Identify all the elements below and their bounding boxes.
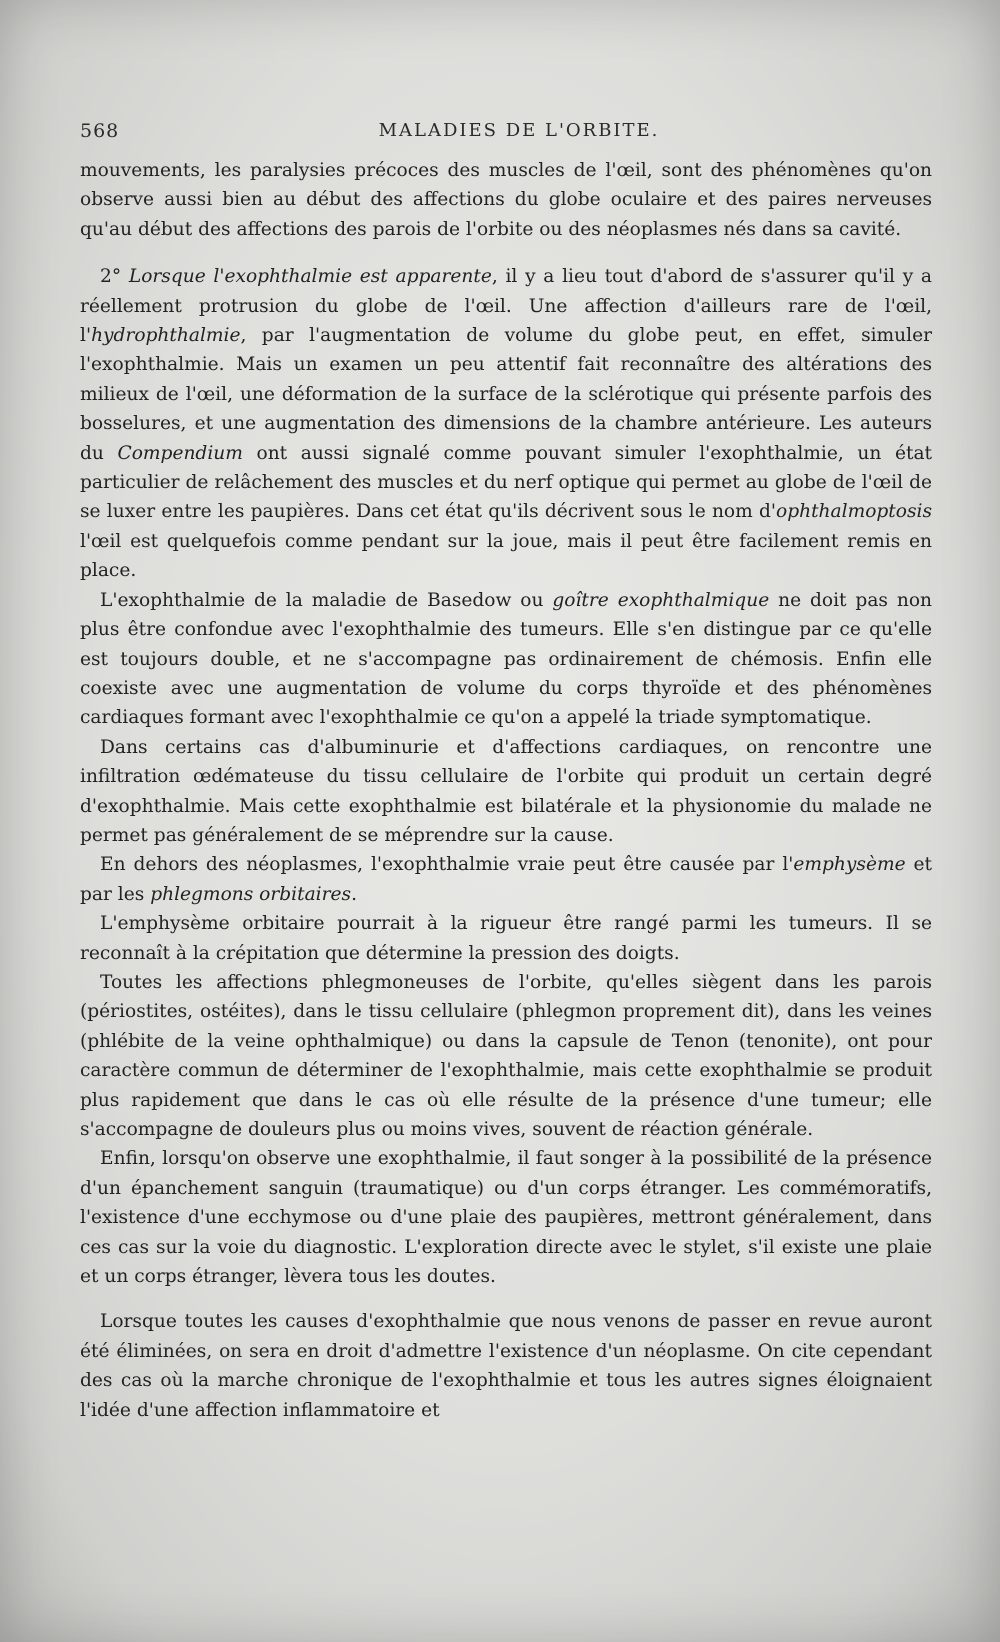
text-run: ont aussi signalé comme pouvant simuler l'exophthalmie, un état particulier de relâchement des muscles et du nerf optique qui permet au globe de l'œil de se luxer entre les paupières. Dans cet état qu'ils décrivent sous le nom d' bbox=[80, 442, 932, 523]
text-run: Enfin, lorsqu'on observe une exophthalmie, il faut songer à la possibilité de la présence d'un épanchement sanguin (traumatique) ou d'un corps étranger. Les commémoratifs, l'existence d'une ecchymose ou d'une plaie des paupières, mettront généralement, dans ces cas sur la voie du diagnostic. L'exploration directe avec le stylet, s'il existe une plaie et un corps étranger, lèvera tous les doutes. bbox=[80, 1148, 932, 1288]
paragraph bbox=[80, 1307, 932, 1425]
italic-term: goître exophthalmique bbox=[552, 589, 770, 611]
text-run: Dans certains cas d'albuminurie et d'affections cardiaques, on rencontre une infiltration œdémateuse du tissu cellulaire de l'orbite qui produit un certain degré d'exophthalmie. Mais cette exophthalmie est bilatérale et la physionomie du malade ne permet pas généralement de se méprendre sur la cause. bbox=[80, 736, 932, 846]
text-run: Lorsque toutes les causes d'exophthalmie que nous venons de passer en revue auront été éliminées, on sera en droit d'admettre l'existence d'un néoplasme. On cite cependant des cas où la marche chronique de l'exophthalmie et tous les autres signes éloignaient l'idée d'une affection inflammatoire et bbox=[80, 1311, 932, 1421]
paragraph bbox=[80, 909, 932, 968]
paragraph bbox=[80, 262, 932, 585]
text-run: Toutes les affections phlegmoneuses de l'orbite, qu'elles siègent dans les parois (périostites, ostéites), dans le tissu cellulaire (phlegmon proprement dit), dans les veines (phlébite de la veine ophthalmique) ou dans la capsule de Tenon (tenonite), ont pour caractère commun de déterminer de l'exophthalmie, mais cette exophthalmie se produit plus rapidement que dans le cas où elle résulte de la présence d'une tumeur; elle s'accompagne de douleurs plus ou moins vives, souvent de réaction générale. bbox=[80, 971, 932, 1140]
text-run: l'œil est quelquefois comme pendant sur la joue, mais il peut être facilement remis en place. bbox=[80, 530, 932, 582]
italic-term: phlegmons orbitaires bbox=[150, 883, 352, 905]
paragraph bbox=[80, 156, 932, 244]
text-run: L'exophthalmie de la maladie de Basedow ou bbox=[100, 589, 553, 611]
italic-term: emphysème bbox=[793, 854, 906, 876]
page-header bbox=[80, 120, 928, 146]
paragraph bbox=[80, 850, 932, 909]
italic-term: Compendium bbox=[117, 442, 243, 464]
italic-term: hydrophthalmie bbox=[91, 325, 241, 347]
italic-term: ophthalmoptosis bbox=[776, 501, 932, 523]
page-number: 568 bbox=[80, 120, 120, 142]
paragraph bbox=[80, 1144, 932, 1291]
italic-term: Lorsque l'exophthalmie est apparente bbox=[128, 266, 492, 288]
running-title: MALADIES DE L'ORBITE. bbox=[378, 120, 660, 141]
paragraph bbox=[80, 968, 932, 1144]
text-run: , il y a lieu tout d'abord de s'assurer qu'il y a réellement protrusion du globe de l'œil. Une affection d'ailleurs rare de l'œil, l' bbox=[80, 266, 932, 347]
text-run: L'emphysème orbitaire pourrait à la rigueur être rangé parmi les tumeurs. Il se reconnaît à la crépitation que détermine la pression des doigts. bbox=[80, 913, 932, 964]
paragraph bbox=[80, 586, 932, 733]
text-run: 2° bbox=[100, 266, 129, 288]
paragraph bbox=[80, 733, 932, 851]
text-run: . bbox=[351, 883, 357, 905]
text-run: En dehors des néoplasmes, l'exophthalmie vraie peut être causée par l' bbox=[100, 854, 794, 876]
text-run: et par les bbox=[80, 854, 933, 905]
text-run: ne doit pas non plus être confondue avec l'exophthalmie des tumeurs. Elle s'en distingue par ce qu'elle est toujours double, et ne s'accompagne pas ordinairement de chémosis. Enfin elle coexiste avec une augmentation de volume du corps thyroïde et des phénomènes cardiaques formant avec l'exophthalmie ce qu'on a appelé la triade symptomatique. bbox=[80, 589, 933, 729]
body-text bbox=[80, 156, 932, 1425]
text-run: , par l'augmentation de volume du globe peut, en effet, simuler l'exophthalmie. Mais un examen un peu attentif fait reconnaître des altérations des milieux de l'œil, une déformation de la surface de la sclérotique qui présente parfois des bosselures, et une augmentation des dimensions de la chambre antérieure. Les auteurs du bbox=[80, 325, 932, 464]
text-run: mouvements, les paralysies précoces des muscles de l'œil, sont des phénomènes qu'on observe aussi bien au début des affections du globe oculaire et des paires nerveuses qu'au début des affections des parois de l'orbite ou des néoplasmes nés dans sa cavité. bbox=[80, 160, 932, 240]
